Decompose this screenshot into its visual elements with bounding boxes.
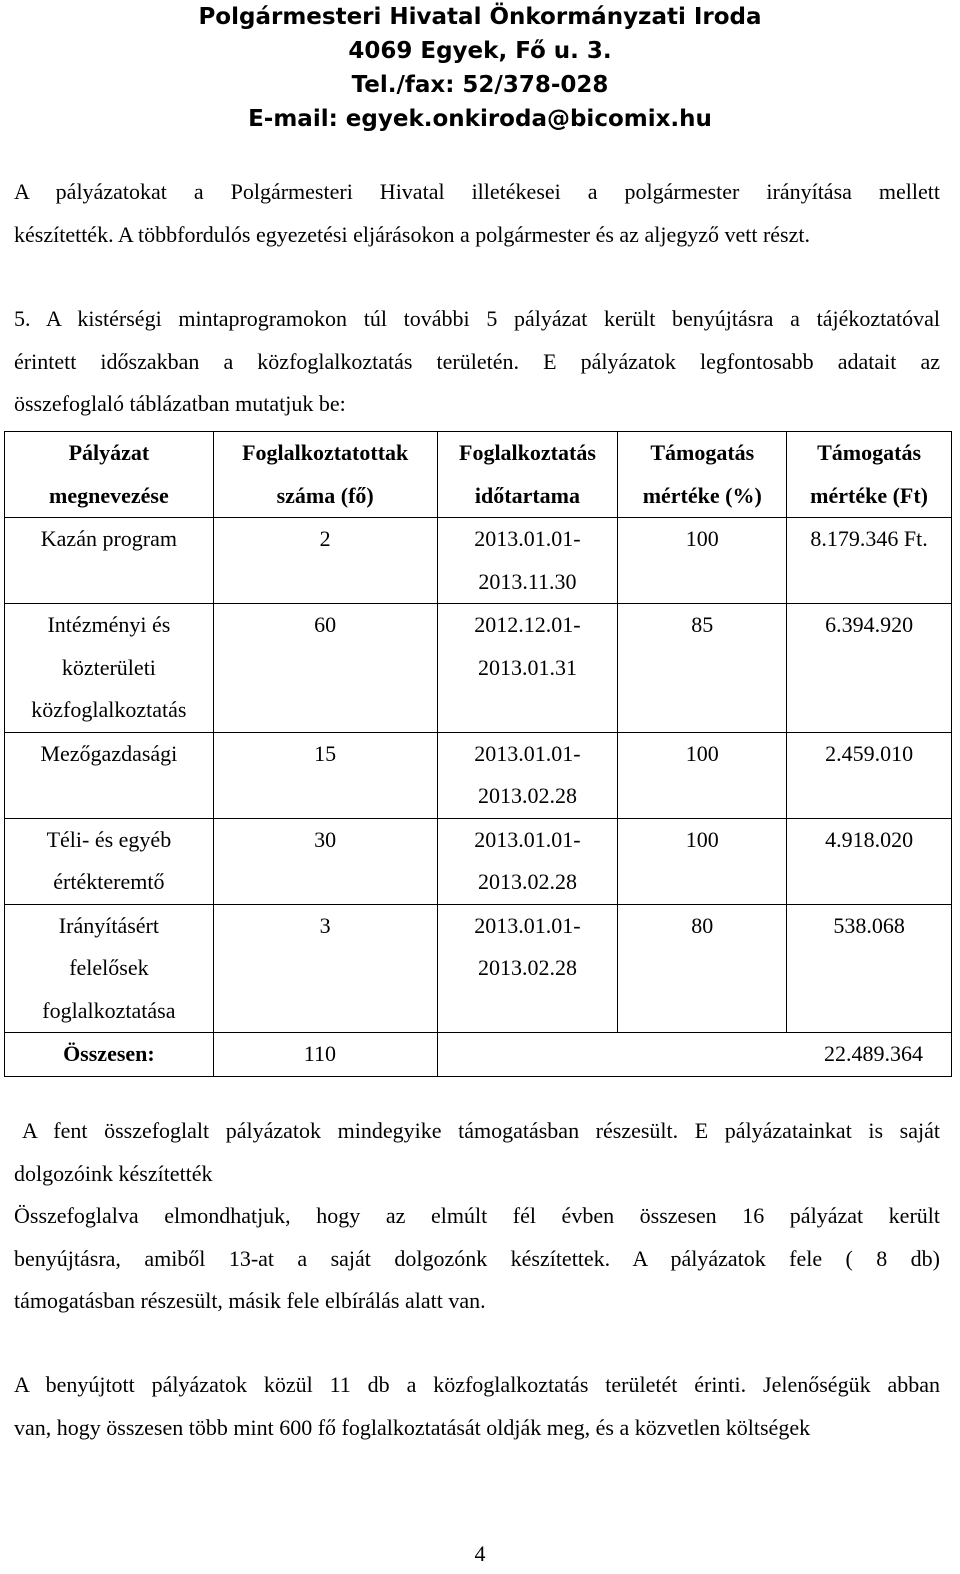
total-ft-cell [618,1033,952,1077]
row-ft: 2.459.010 [825,740,914,766]
row-period-cell [437,818,618,904]
office-email: E-mail: egyek.onkiroda@bicomix.hu [248,106,712,132]
total-count-cell [213,1033,437,1077]
row-ft-cell [787,518,952,604]
row-ft: 4.918.020 [825,826,914,852]
row-name: értékteremtő [53,869,165,894]
header-text: Foglalkoztatás [459,440,596,465]
header-cell-ft [787,432,952,518]
office-phone: Tel./fax: 52/378-028 [351,72,609,98]
header-cell-period [437,432,618,518]
row-count-cell [213,818,437,904]
row-pct: 85 [691,612,714,637]
row-period-end: 2013.02.28 [477,955,577,980]
row-ft-cell [787,732,952,818]
row-ft: 538.068 [833,912,905,938]
row-period-start: 2013.01.01- [474,740,581,766]
row-ft-cell [787,904,952,1033]
row-pct: 100 [685,740,719,766]
row-period-start: 2012.12.01- [474,612,581,637]
row-period-end: 2013.01.31 [477,654,577,680]
summary-paragraph [14,1110,940,1323]
header-text: időtartama [474,482,580,508]
row-count: 2 [319,526,331,551]
row-period-start: 2013.01.01- [474,526,581,551]
row-name: közterületi [61,654,156,680]
row-name: Irányításért [58,912,159,938]
row-name: Téli- és egyéb [46,826,172,852]
table-row [5,732,952,818]
row-period-cell [437,604,618,733]
row-pct: 100 [685,526,719,551]
row-ft-cell [787,604,952,733]
letterhead [0,0,960,136]
closing-paragraph [14,1364,940,1449]
row-name: Intézményi és [47,612,171,637]
summary-line: támogatásban részesült, másik fele elbírálás alatt van. [14,1288,486,1313]
table-row [5,818,952,904]
header-text: Támogatás [817,440,922,465]
intro-line: A pályázatokat a Polgármesteri Hivatal illetékesei a polgármester irányítása mellett [14,179,940,204]
section-5-line: 5. A kistérségi mintaprogramokon túl további 5 pályázat került benyújtásra a tájékoztatóval [14,306,940,331]
section-5-line: érintett időszakban a közfoglalkoztatás területén. E pályázatok legfontosabb adatait az [14,348,940,374]
row-count-cell [213,604,437,733]
row-ft-cell [787,818,952,904]
section-5-line: összefoglaló táblázatban mutatjuk be: [14,391,346,416]
table-row [5,904,952,1033]
office-name: Polgármesteri Hivatal Önkormányzati Iroda [198,4,762,30]
row-pct: 100 [685,826,719,852]
total-label-cell [5,1033,214,1077]
header-text: Foglalkoztatottak [242,440,409,465]
row-period-end: 2013.11.30 [478,568,577,594]
row-count: 3 [319,912,331,938]
summary-line: dolgozóink készítették [14,1160,213,1186]
row-pct: 80 [691,912,714,938]
table-row [5,518,952,604]
row-count-cell [213,518,437,604]
row-period-cell [437,904,618,1033]
row-name-cell [5,732,214,818]
row-pct-cell [618,904,787,1033]
row-ft: 8.179.346 Ft. [810,526,928,551]
closing-line: van, hogy összesen több mint 600 fő foglalkoztatását oldják meg, és a közvetlen költségek [14,1414,811,1440]
header-cell-pct [618,432,787,518]
total-count: 110 [303,1041,336,1066]
header-text: Pályázat [68,440,150,465]
row-name-cell [5,518,214,604]
row-name-cell [5,818,214,904]
page-number: 4 [474,1541,486,1566]
summary-line: Összefoglalva elmondhatjuk, hogy az elmúlt fél évben összesen 16 pályázat került [14,1203,940,1228]
intro-paragraph [14,171,940,256]
row-period-start: 2013.01.01- [474,912,581,938]
row-period-cell [437,732,618,818]
row-pct-cell [618,732,787,818]
grants-table [4,431,952,1077]
total-ft: 22.489.364 [824,1041,923,1066]
row-period-end: 2013.02.28 [477,783,577,808]
header-text: megnevezése [49,482,169,508]
row-pct-cell [618,518,787,604]
row-name: Mezőgazdasági [40,740,178,766]
summary-line: A fent összefoglalt pályázatok mindegyike támogatásban részesült. E pályázatainkat is saját [22,1118,940,1143]
section-5-paragraph [14,298,940,426]
summary-line: benyújtásra, amiből 13-at a saját dolgozónk készítettek. A pályázatok fele ( 8 db) [14,1245,940,1271]
table-total-row [5,1033,952,1077]
intro-line: készítették. A többfordulós egyezetési eljárásokon a polgármester és az aljegyző vett részt. [14,221,810,247]
row-name: felelősek [69,955,149,980]
table-header-row [5,432,952,518]
header-cell-count [213,432,437,518]
row-ft: 6.394.920 [825,612,914,637]
row-count-cell [213,904,437,1033]
row-period-start: 2013.01.01- [474,826,581,852]
row-name-cell [5,904,214,1033]
header-text: mértéke (%) [642,482,762,508]
row-count: 60 [314,612,337,637]
header-text: száma (fő) [276,482,374,508]
row-name: foglalkoztatása [42,997,176,1023]
total-empty-cell [437,1033,618,1077]
row-name: Kazán program [40,526,177,551]
row-count: 30 [314,826,337,852]
header-text: Támogatás [650,440,755,465]
row-period-cell [437,518,618,604]
table-row [5,604,952,733]
header-text: mértéke (Ft) [810,482,929,508]
row-period-end: 2013.02.28 [477,869,577,894]
closing-line: A benyújtott pályázatok közül 11 db a közfoglalkoztatás területét érinti. Jelenőségük abban [14,1372,940,1397]
row-name: közfoglalkoztatás [31,697,187,722]
row-pct-cell [618,818,787,904]
row-count: 15 [314,740,337,766]
office-address: 4069 Egyek, Fő u. 3. [348,38,612,64]
row-pct-cell [618,604,787,733]
row-count-cell [213,732,437,818]
row-name-cell [5,604,214,733]
total-label: Összesen: [63,1041,155,1066]
header-cell-name [5,432,214,518]
